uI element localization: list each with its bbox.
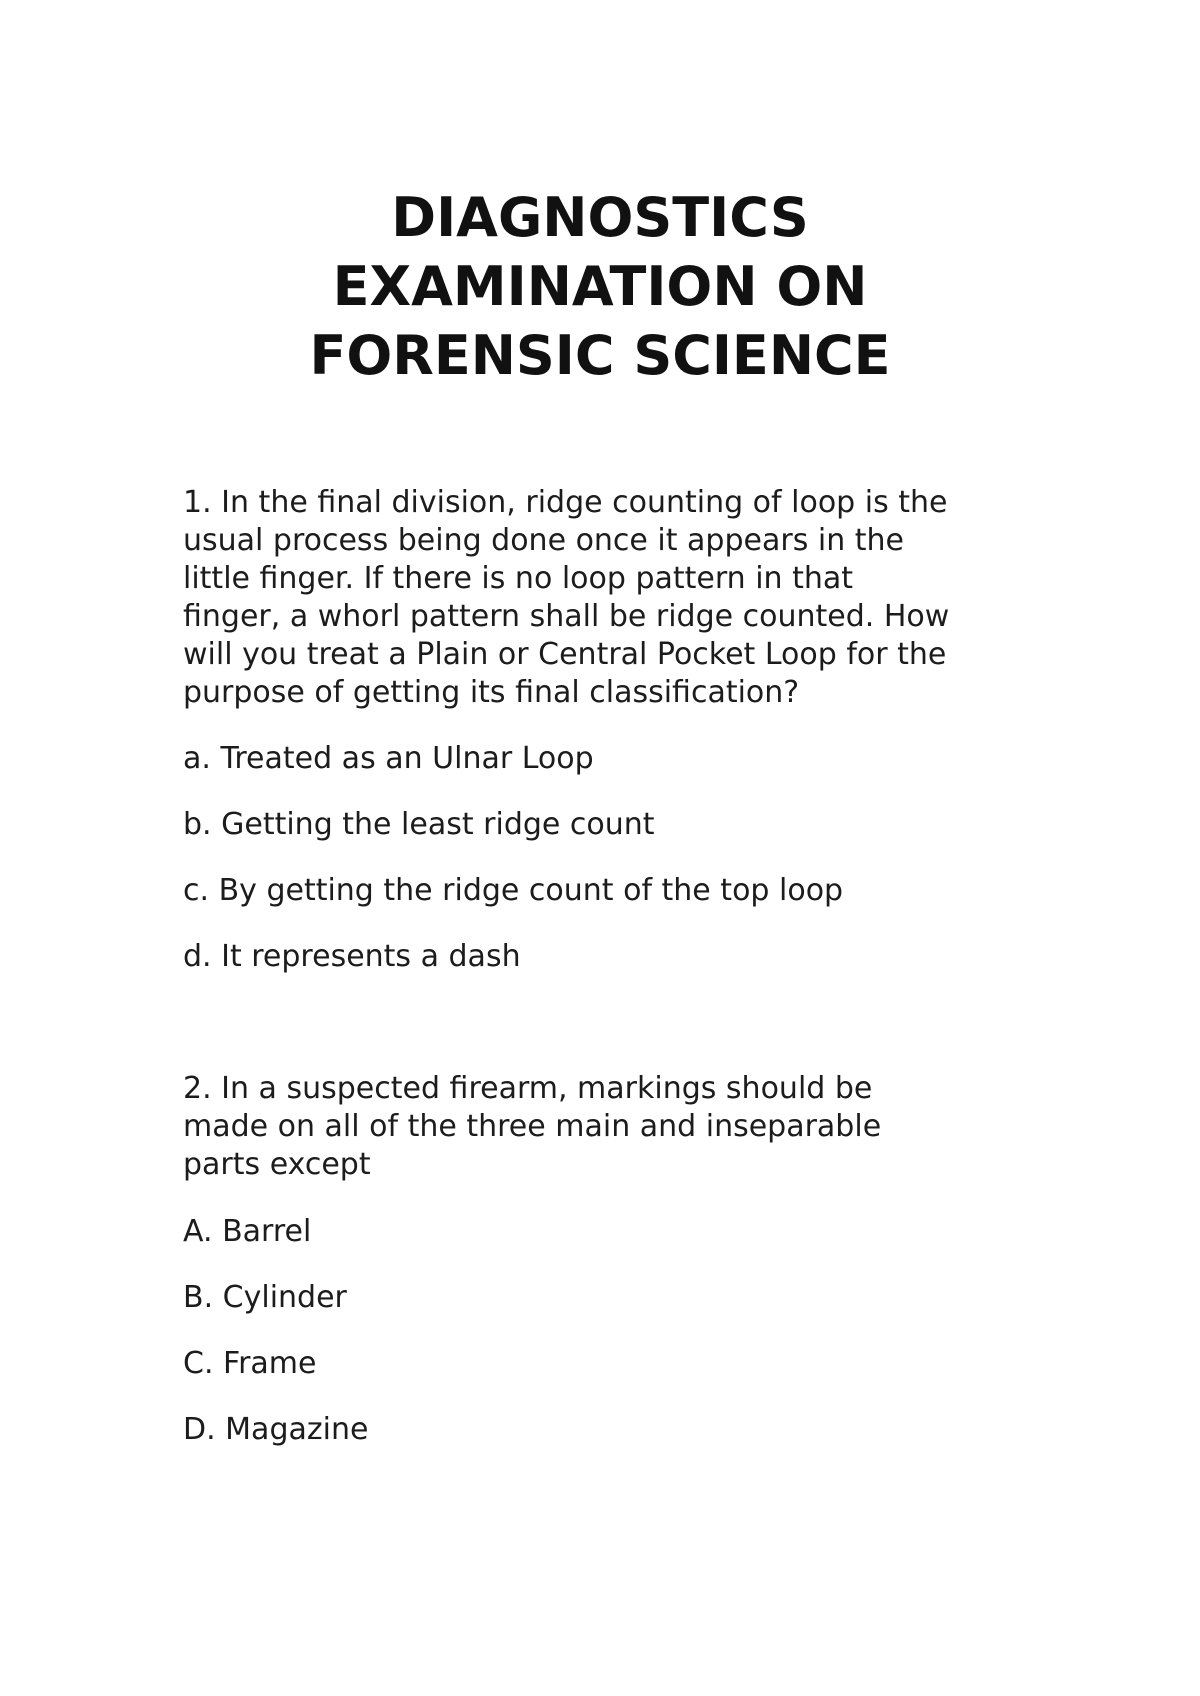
question-2-text [183,1070,1063,1184]
question-line: made on all of the three main and inseparable [183,1109,882,1144]
question-1-option-c: c. By getting the ridge count of the top loop [183,873,844,908]
question-line: purpose of getting its final classification? [183,675,800,710]
question-1-option-b: b. Getting the least ridge count [183,807,655,842]
document-title [0,183,1200,390]
question-line: 1. In the final division, ridge counting of loop is the [183,485,948,520]
question-line: 2. In a suspected firearm, markings should be [183,1071,873,1106]
question-2-option-c: C. Frame [183,1346,317,1381]
question-1-option-d: d. It represents a dash [183,939,521,974]
question-line: will you treat a Plain or Central Pocket Loop for the [183,637,947,672]
question-1-text [183,484,1063,712]
question-line: little finger. If there is no loop pattern in that [183,561,854,596]
question-line: finger, a whorl pattern shall be ridge counted. How [183,599,950,634]
question-2-option-d: D. Magazine [183,1412,369,1447]
title-line: EXAMINATION ON [332,255,868,318]
question-line: usual process being done once it appears in the [183,523,904,558]
question-line: parts except [183,1147,371,1182]
question-2-option-b: B. Cylinder [183,1280,347,1315]
title-line: DIAGNOSTICS [391,186,809,249]
question-1-option-a: a. Treated as an Ulnar Loop [183,741,594,776]
title-line: FORENSIC SCIENCE [309,324,891,387]
question-2-option-a: A. Barrel [183,1214,312,1249]
